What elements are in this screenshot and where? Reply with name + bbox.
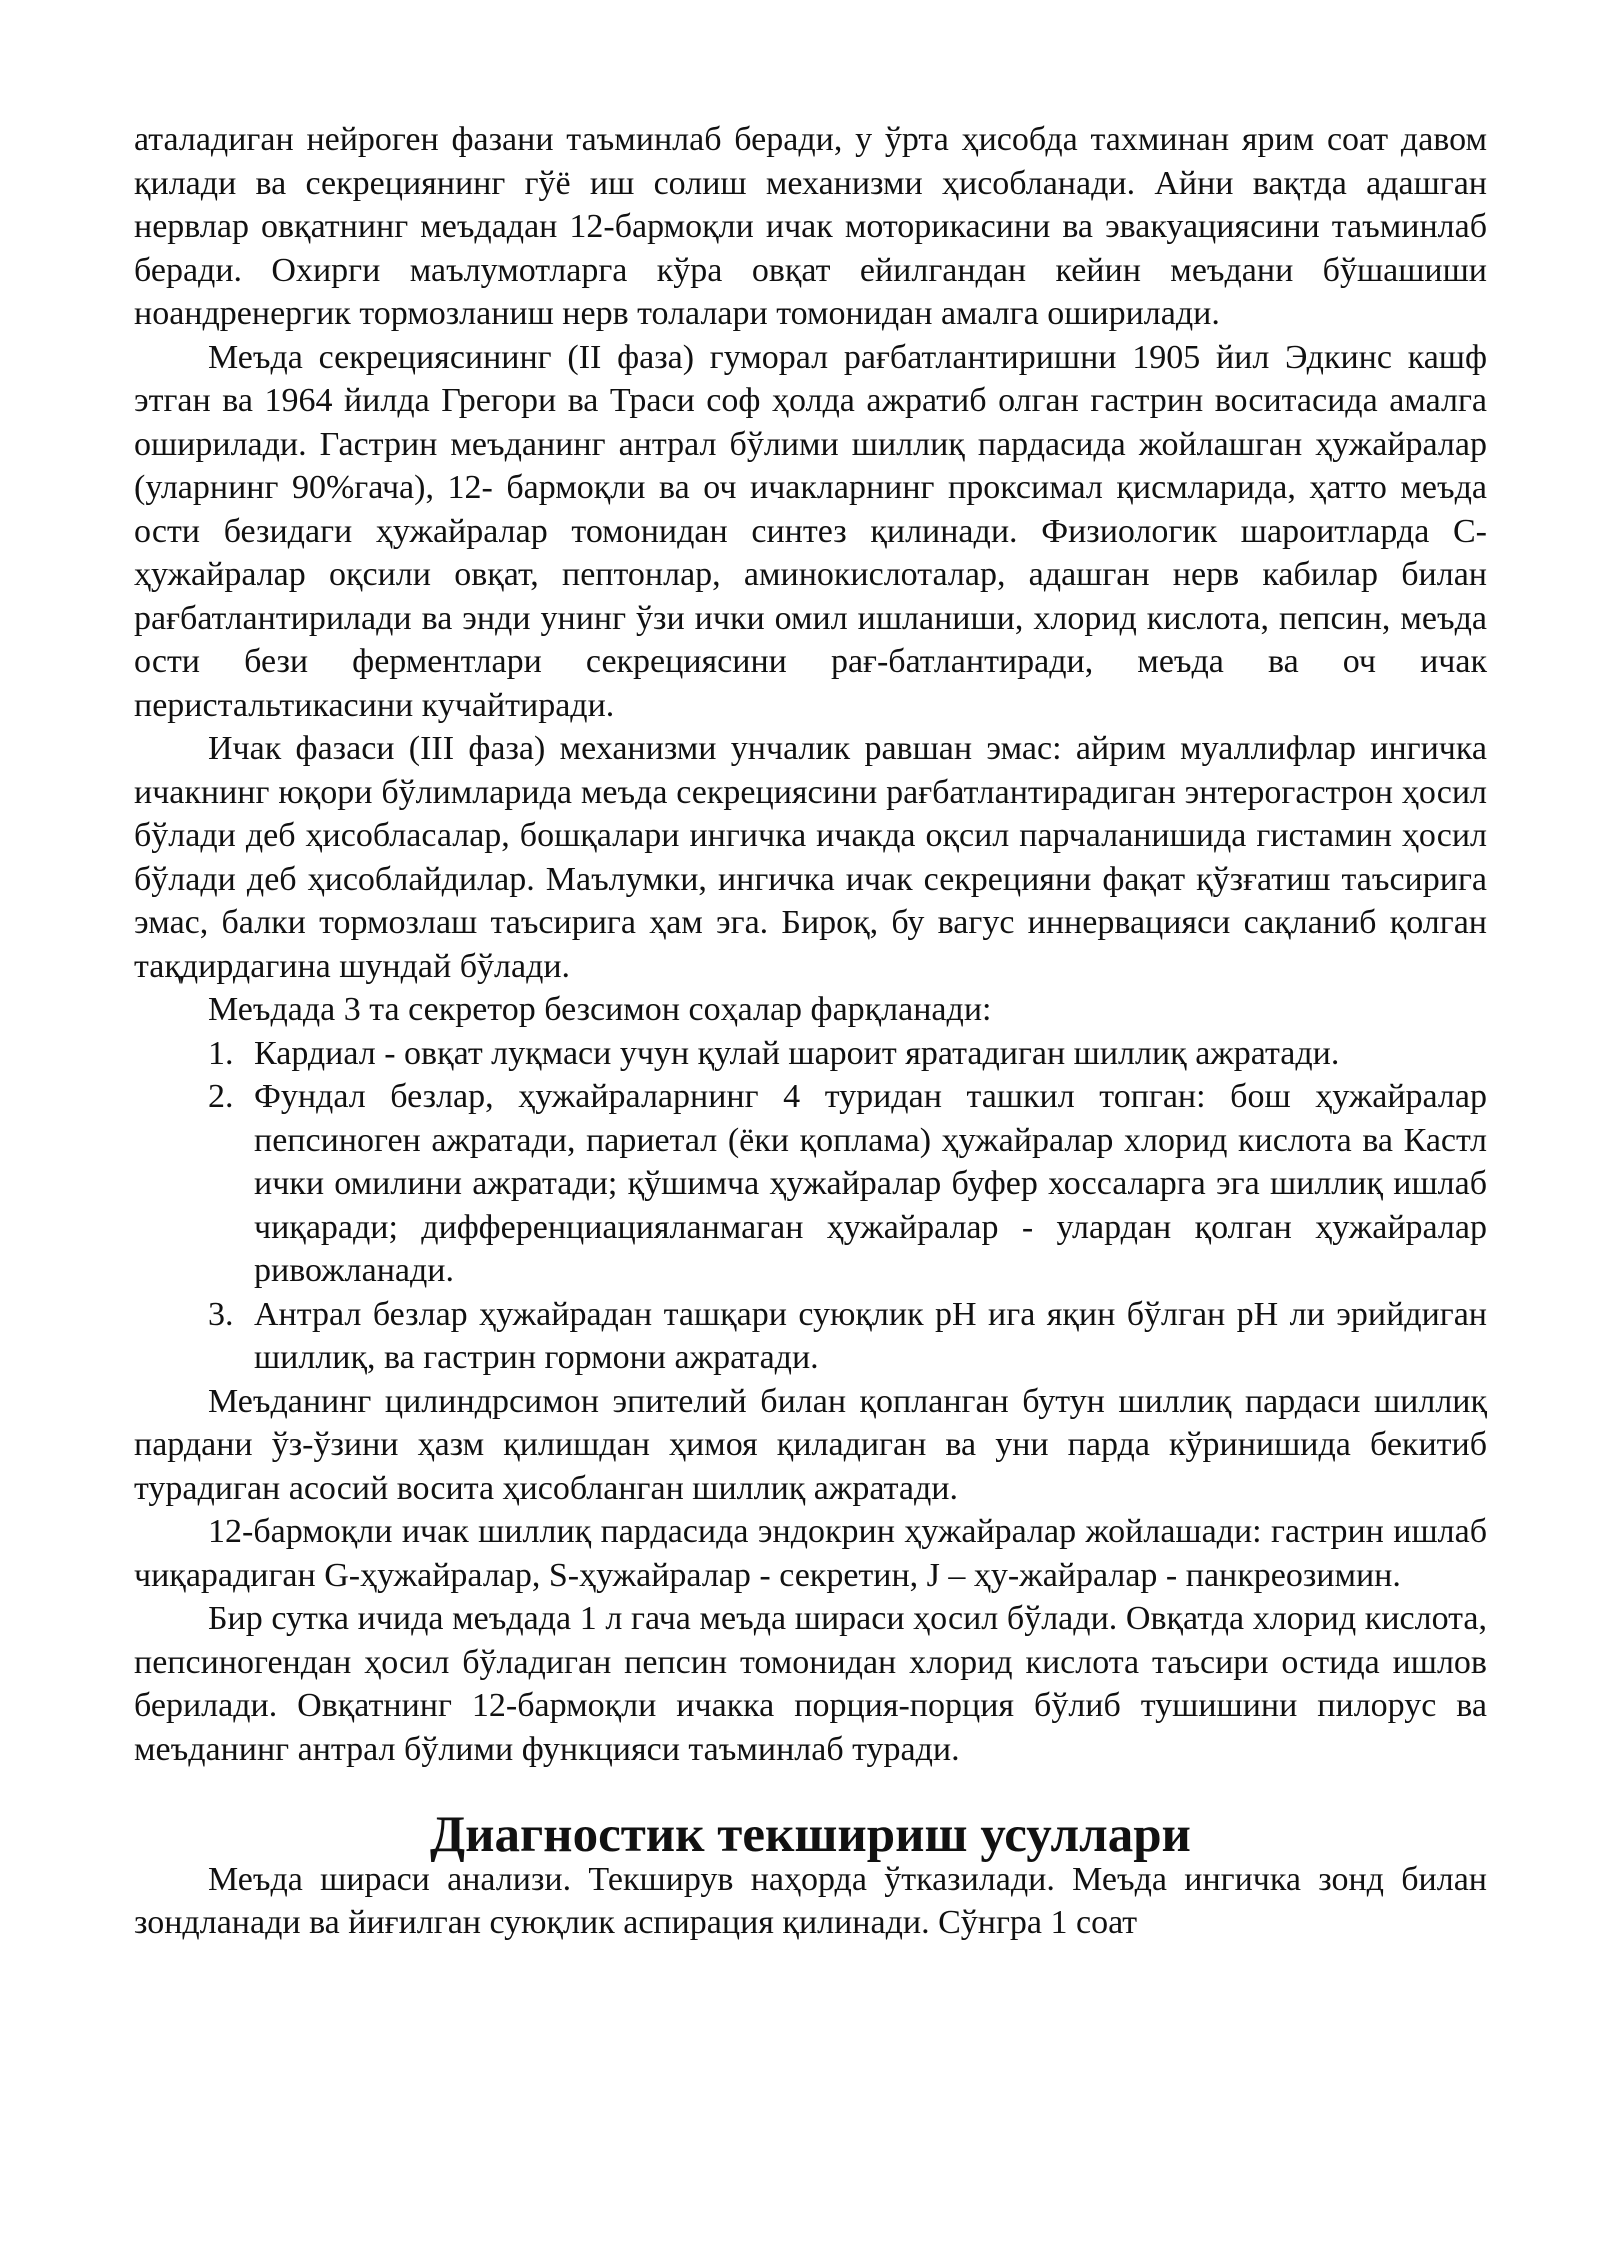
paragraph-list-intro: Меъдада 3 та секретор безсимон соҳалар фарқланади: bbox=[208, 991, 992, 1028]
list-item-text: Фундал безлар, ҳужайраларнинг 4 туридан ташкил топган: бош ҳужайралар пепсиноген ажратади, париетал (ёки қоплама) ҳужайралар хлорид кислота ва Кастл ички омилини ажратади; қўшимча ҳужайралар буфер хоссаларга эга шиллиқ ишлаб чиқаради; дифференциацияланмаган ҳужайралар - улардан қолган ҳужайралар ривожланади. bbox=[254, 1078, 1487, 1289]
list-item-number: 2. bbox=[208, 1078, 234, 1115]
list-item bbox=[134, 1075, 1487, 1293]
gland-zones-list bbox=[134, 1032, 1487, 1380]
paragraph-gastric-juice-analysis: Меъда шираси анализи. Текширув наҳорда ўтказилади. Меъда ингичка зонд билан зондланади ва йиғилган суюқлик аспирация қилинади. Сўнгра 1 соат bbox=[134, 1860, 1487, 1941]
list-item bbox=[134, 1293, 1487, 1380]
list-item-number: 1. bbox=[208, 1034, 234, 1072]
list-item-text: Кардиал - овқат луқмаси учун қулай шароит яратадиган шиллиқ ажратади. bbox=[254, 1034, 1340, 1072]
section-heading: Диагностик текшириш усуллари bbox=[430, 1807, 1191, 1863]
paragraph-intestinal-phase: Ичак фазаси (III фаза) механизми унчалик равшан эмас: айрим муаллифлар ингичка ичакнинг юқори бўлимларида меъда секрециясини рағбатлантирадиган энтерогастрон ҳосил бўлади деб ҳисобласалар, бошқалари ингичка ичакда оқсил парчаланишида гистамин ҳосил бўлади деб ҳисоблайдилар. Маълумки, ингичка ичак секрецияни фақат қўзғатиш таъсирига эмас, балки тормозлаш таъсирига ҳам эга. Бироқ, бу вагус иннервацияси сақланиб қолган тақдирдагина шундай бўлади. bbox=[134, 730, 1487, 985]
list-item bbox=[134, 1032, 1487, 1076]
paragraph-neurogenic-phase: аталадиган нейроген фазани таъминлаб беради, у ўрта ҳисобда тахминан ярим соат давом қилади ва секрециянинг гўё иш солиш механизми ҳисобланади. Айни вақтда адашган нервлар овқатнинг меъдадан 12-бармоқли ичак моторикасини ва эвакуациясини таъминлаб беради. Охирги маълумотларга кўра овқат ейилгандан кейин меъдани бўшашиши ноандренергик тормозланиш нерв толалари томонидан амалга оширилади. bbox=[134, 121, 1487, 332]
paragraph-humoral-phase: Меъда секрециясининг (II фаза) гуморал рағбатлантиришни 1905 йил Эдкинс кашф этган ва 1964 йилда Грегори ва Траси соф ҳолда ажратиб олган гастрин воситасида амалга оширилади. Гастрин меъданинг антрал бўлими шиллиқ пардасида жойлашган ҳужайралар (уларнинг 90%гача), 12- бармоқли ва оч ичакларнинг проксимал қисмларида, ҳатто меъда ости безидаги ҳужайралар томонидан синтез қилинади. Физиологик шароитларда С-ҳужайралар оқсили овқат, пептонлар, аминокислоталар, адашган нерв кабилар билан рағбатлантирилади ва энди унинг ўзи ички омил ишланиши, хлорид кислота, пепсин, меъда ости бези ферментлари секрециясини рағ-батлантиради, меъда ва оч ичак перистальтикасини кучайтиради. bbox=[134, 338, 1487, 724]
paragraph-mucosa: Меъданинг цилиндрсимон эпителий билан қопланган бутун шиллиқ пардаси шиллиқ пардани ўз-ўзини ҳазм қилишдан ҳимоя қиладиган ва уни парда кўринишида бекитиб турадиган асосий восита ҳисобланган шиллиқ ажратади. bbox=[134, 1382, 1487, 1507]
paragraph-daily-secretion: Бир сутка ичида меъдада 1 л гача меъда шираси ҳосил бўлади. Овқатда хлорид кислота, пепсиногендан ҳосил бўладиган пепсин томонидан хлорид кислота таъсири остида ишлов берилади. Овқатнинг 12-бармоқли ичакка порция-порция бўлиб тушишини пилорус ва меъданинг антрал бўлими функцияси таъминлаб туради. bbox=[134, 1600, 1487, 1768]
document-page bbox=[134, 118, 1487, 1945]
paragraph-duodenum-cells: 12-бармоқли ичак шиллиқ пардасида эндокрин ҳужайралар жойлашади: гастрин ишлаб чиқарадиган G-ҳужайралар, S-ҳужайралар - секретин, J – ҳу-жайралар - панкреозимин. bbox=[134, 1513, 1487, 1594]
list-item-text: Антрал безлар ҳужайрадан ташқари суюқлик pH ига яқин бўлган pH ли эрийдиган шиллиқ, ва гастрин гормони ажратади. bbox=[254, 1295, 1487, 1376]
list-item-number: 3. bbox=[208, 1295, 234, 1333]
